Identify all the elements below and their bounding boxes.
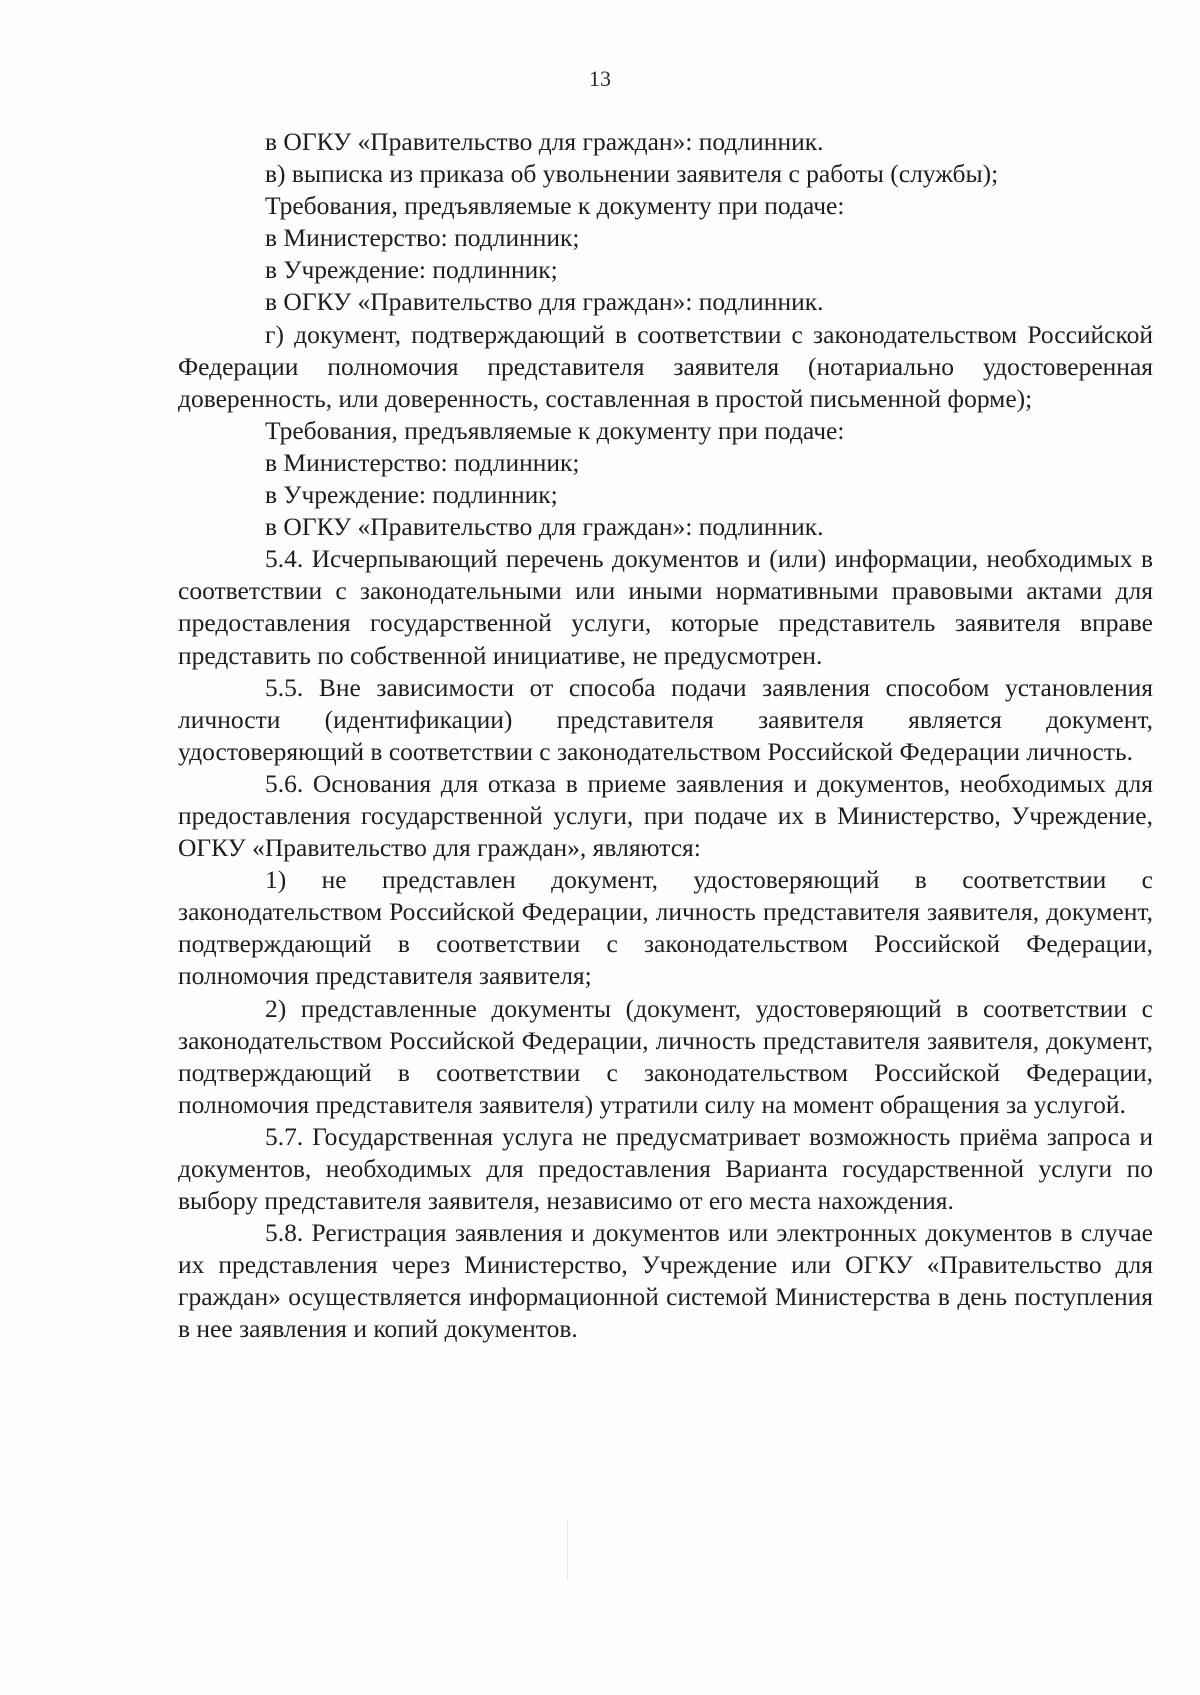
paragraph-3: Требования, предъявляемые к документу при подаче: xyxy=(265,191,845,221)
paragraph-8: Требования, предъявляемые к документу при подаче: xyxy=(265,415,845,445)
paragraph-13: 5.5. Вне зависимости от способа подачи заявления способом установления личности (идентификации) представителя заявителя является документ, удостоверяющий в соответствии с законодательством Российской Федерации личность. xyxy=(178,672,1153,766)
paragraph-5: в Учреждение: подлинник; xyxy=(265,255,558,285)
paragraph-15: 1) не представлен документ, удостоверяющий в соответствии с законодательством Российской Федерации, личность представителя заявителя, документ, подтверждающий в соответствии с законодательством Российской Федерации, полномочия представителя заявителя; xyxy=(178,865,1153,991)
paragraph-17: 5.7. Государственная услуга не предусматривает возможность приёма запроса и документов, необходимых для предоставления Варианта государственной услуги по выбору представителя заявителя, независимо от его места нахождения. xyxy=(178,1121,1153,1216)
paragraph-1: в ОГКУ «Правительство для граждан»: подлинник. xyxy=(265,127,824,156)
page-number: 13 xyxy=(589,66,611,91)
paragraph-11: в ОГКУ «Правительство для граждан»: подлинник. xyxy=(265,512,824,542)
paragraph-16: 2) представленные документы (документ, удостоверяющий в соответствии с законодательством Российской Федерации, личность представителя заявителя, документ, подтверждающий в соответствии с законодательством Российской Федерации, полномочия представителя заявителя) утратили силу на момент обращения за услугой. xyxy=(178,993,1153,1119)
scan-artifact xyxy=(567,1520,568,1580)
paragraph-18: 5.8. Регистрация заявления и документов или электронных документов в случае их представления через Министерство, Учреждение или ОГКУ «Правительство для граждан» осуществляется информационной системой Министерства в день поступления в нее заявления и копий документов. xyxy=(178,1218,1153,1344)
paragraph-2: в) выписка из приказа об увольнении заявителя с работы (службы); xyxy=(265,159,999,189)
paragraph-14: 5.6. Основания для отказа в приеме заявления и документов, необходимых для предоставления государственной услуги, при подаче их в Министерство, Учреждение, ОГКУ «Правительство для граждан», являются: xyxy=(178,768,1153,863)
document-body xyxy=(178,126,1153,1346)
paragraph-10: в Учреждение: подлинник; xyxy=(265,480,558,510)
paragraph-7: г) документ, подтверждающий в соответствии с законодательством Российской Федерации полномочия представителя заявителя (нотариально удостоверенная доверенность, или доверенность, составленная в простой письменной форме); xyxy=(178,319,1153,413)
paragraph-9: в Министерство: подлинник; xyxy=(265,447,580,477)
paragraph-12: 5.4. Исчерпывающий перечень документов и (или) информации, необходимых в соответствии с законодательными или иными нормативными правовыми актами для предоставления государственной услуги, которые представитель заявителя вправе представить по собственной инициативе, не предусмотрен. xyxy=(178,544,1153,670)
paragraph-6: в ОГКУ «Правительство для граждан»: подлинник. xyxy=(265,287,824,317)
paragraph-4: в Министерство: подлинник; xyxy=(265,223,580,253)
